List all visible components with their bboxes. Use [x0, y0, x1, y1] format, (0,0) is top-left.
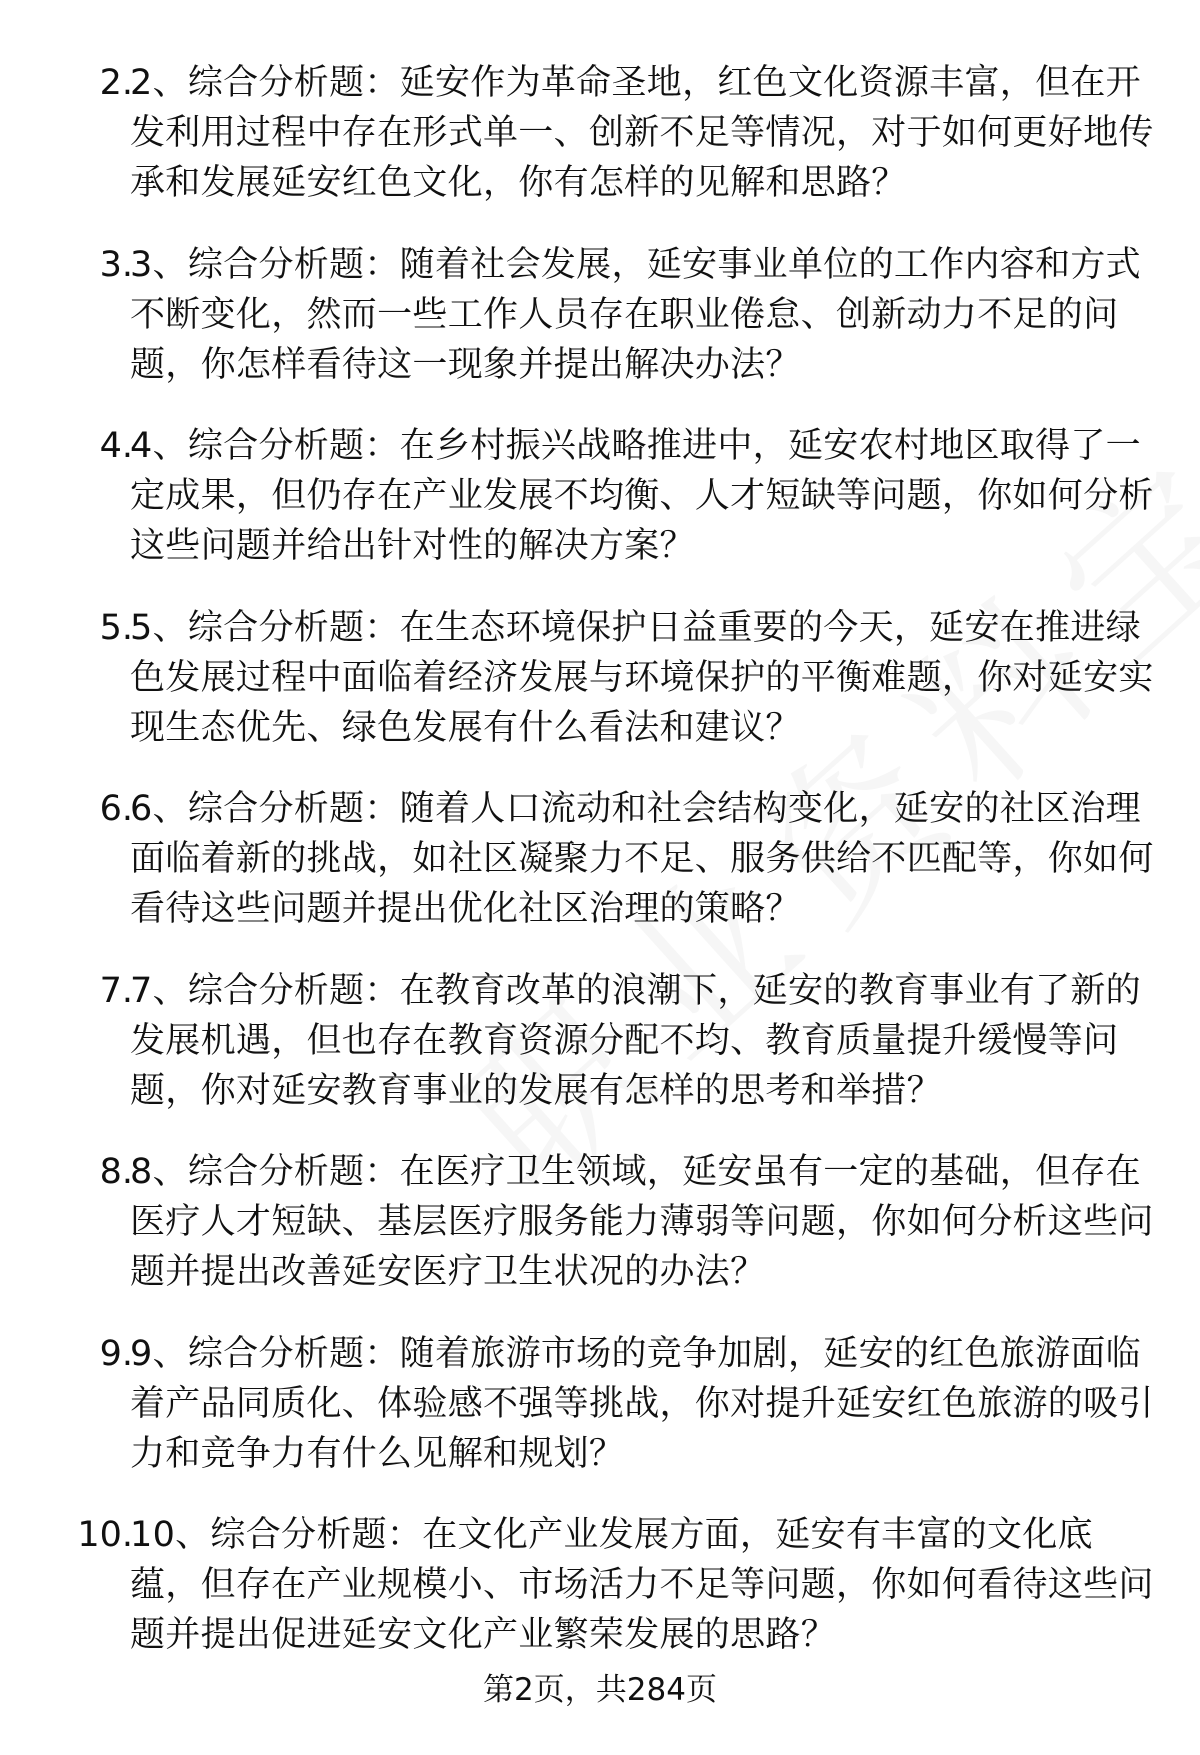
question-number: 3.: [99, 244, 133, 285]
question-number: 5.: [99, 607, 133, 648]
question-item: [0, 1510, 1200, 1692]
question-text: 5、综合分析题：在生态环境保护日益重要的今天，延安在推进绿色发展过程中面临着经济发展与环境保护的平衡难题，你对延安实现生态优先、绿色发展有什么看法和建议？: [130, 607, 1154, 748]
question-item: [0, 58, 1200, 240]
question-number: 8.: [99, 1152, 133, 1192]
question-item: [0, 784, 1200, 966]
question-text: 9、综合分析题：随着旅游市场的竞争加剧，延安的红色旅游面临着产品同质化、体验感不强等挑战，你对提升延安红色旅游的吸引力和竞争力有什么见解和规划？: [130, 1333, 1154, 1474]
question-text: 3、综合分析题：随着社会发展，延安事业单位的工作内容和方式不断变化，然而一些工作人员存在职业倦怠、创新动力不足的问题，你怎样看待这一现象并提出解决办法？: [130, 244, 1141, 385]
page-number-footer: 第2页，共284页: [483, 1672, 717, 1708]
question-number: 2.: [99, 63, 133, 103]
question-number: 7.: [99, 970, 133, 1011]
question-text: 4、综合分析题：在乡村振兴战略推进中，延安农村地区取得了一定成果，但仍存在产业发展不均衡、人才短缺等问题，你如何分析这些问题并给出针对性的解决方案？: [130, 426, 1154, 566]
question-text: 6、综合分析题：随着人口流动和社会结构变化，延安的社区治理面临着新的挑战，如社区凝聚力不足、服务供给不匹配等，你如何看待这些问题并提出优化社区治理的策略？: [130, 789, 1154, 929]
question-number: 9.: [99, 1333, 133, 1374]
question-item: [0, 1147, 1200, 1329]
question-list: [0, 58, 1200, 1692]
question-number: 4.: [99, 426, 133, 466]
question-item: [0, 421, 1200, 603]
question-text: 8、综合分析题：在医疗卫生领域，延安虽有一定的基础，但存在医疗人才短缺、基层医疗服务能力薄弱等问题，你如何分析这些问题并提出改善延安医疗卫生状况的办法？: [130, 1152, 1154, 1292]
question-text: 10、综合分析题：在文化产业发展方面，延安有丰富的文化底蕴，但存在产业规模小、市场活力不足等问题，你如何看待这些问题并提出促进延安文化产业繁荣发展的思路？: [130, 1515, 1154, 1655]
question-item: [0, 603, 1200, 785]
question-item: [0, 1329, 1200, 1511]
question-number: 6.: [99, 789, 133, 829]
question-number: 10.: [77, 1515, 133, 1555]
question-item: [0, 966, 1200, 1148]
question-text: 2、综合分析题：延安作为革命圣地，红色文化资源丰富，但在开发利用过程中存在形式单一、创新不足等情况，对于如何更好地传承和发展延安红色文化，你有怎样的见解和思路？: [130, 63, 1154, 203]
question-item: [0, 240, 1200, 422]
question-text: 7、综合分析题：在教育改革的浪潮下，延安的教育事业有了新的发展机遇，但也存在教育资源分配不均、教育质量提升缓慢等问题，你对延安教育事业的发展有怎样的思考和举措？: [130, 970, 1141, 1111]
